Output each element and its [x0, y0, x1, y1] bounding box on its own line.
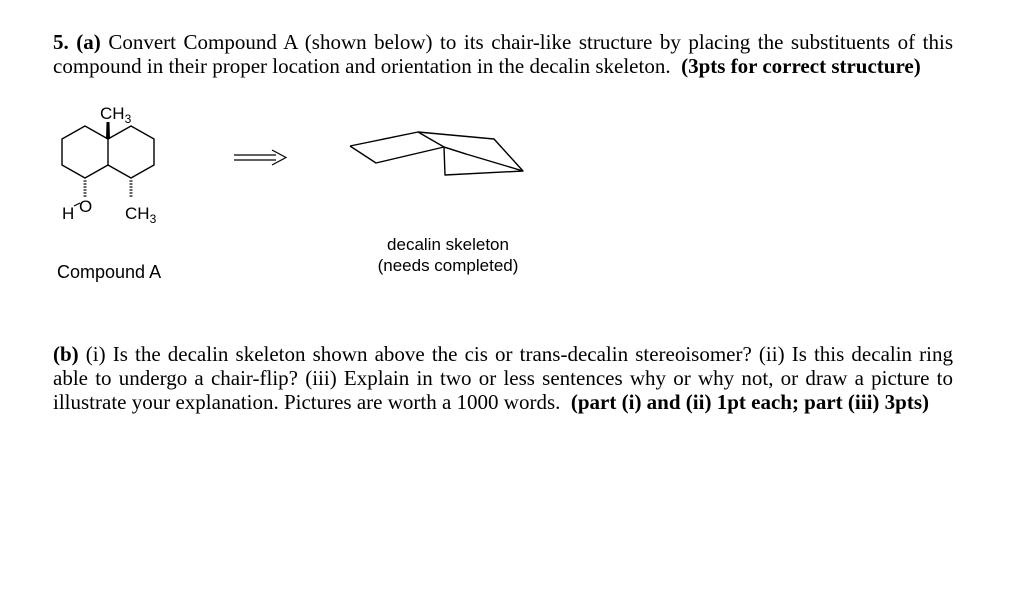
question-b-line-3	[53, 390, 953, 414]
compound-a-label: Compound A	[57, 262, 162, 282]
reaction-arrow	[234, 150, 286, 165]
hydroxyl-h-label: H	[62, 204, 75, 223]
right-ring	[108, 126, 154, 178]
question-b-part-label: (b)	[53, 342, 79, 366]
hydroxyl-o-label: O	[79, 197, 93, 216]
left-ring	[62, 126, 108, 178]
decalin-skeleton-label-line-1: decalin skeleton	[387, 235, 509, 254]
top-methyl-label: $CH_3$	[100, 104, 132, 126]
question-a-line-1-text: Convert Compound A (shown below) to its chair-like structure by placing the substituents of this	[108, 30, 954, 54]
question-number: 5.	[53, 30, 69, 54]
question-a-part-label: (a)	[76, 30, 101, 54]
question-b-points: (part (i) and (ii) 1pt each; part (iii) 3pts)	[570, 390, 930, 414]
hashed-bond-to-methyl	[130, 181, 133, 196]
bottom-methyl-label: $CH_3$	[125, 204, 157, 226]
question-b-line-3-text: illustrate your explanation. Pictures are worth a 1000 words.	[53, 390, 561, 414]
decalin-skeleton-label	[340, 234, 556, 276]
wedge-bond	[106, 122, 110, 139]
question-a-line-2-text: compound in their proper location and orientation in the decalin skeleton.	[53, 54, 671, 78]
hashed-bond-to-oxygen	[84, 181, 87, 196]
decalin-skeleton-label-line-2: (needs completed)	[377, 256, 519, 275]
question-b-text	[53, 342, 953, 414]
question-b-line-1	[53, 342, 953, 366]
question-b-line-2: able to undergo a chair-flip? (iii) Explain in two or less sentences why or why not, or draw a picture to	[53, 366, 953, 390]
question-b-line-1-text: (i) Is the decalin skeleton shown above the cis or trans-decalin stereoisomer? (ii) Is this decalin ring	[85, 342, 954, 366]
question-a-points: (3pts for correct structure)	[681, 54, 921, 78]
decalin-skeleton	[350, 132, 523, 175]
